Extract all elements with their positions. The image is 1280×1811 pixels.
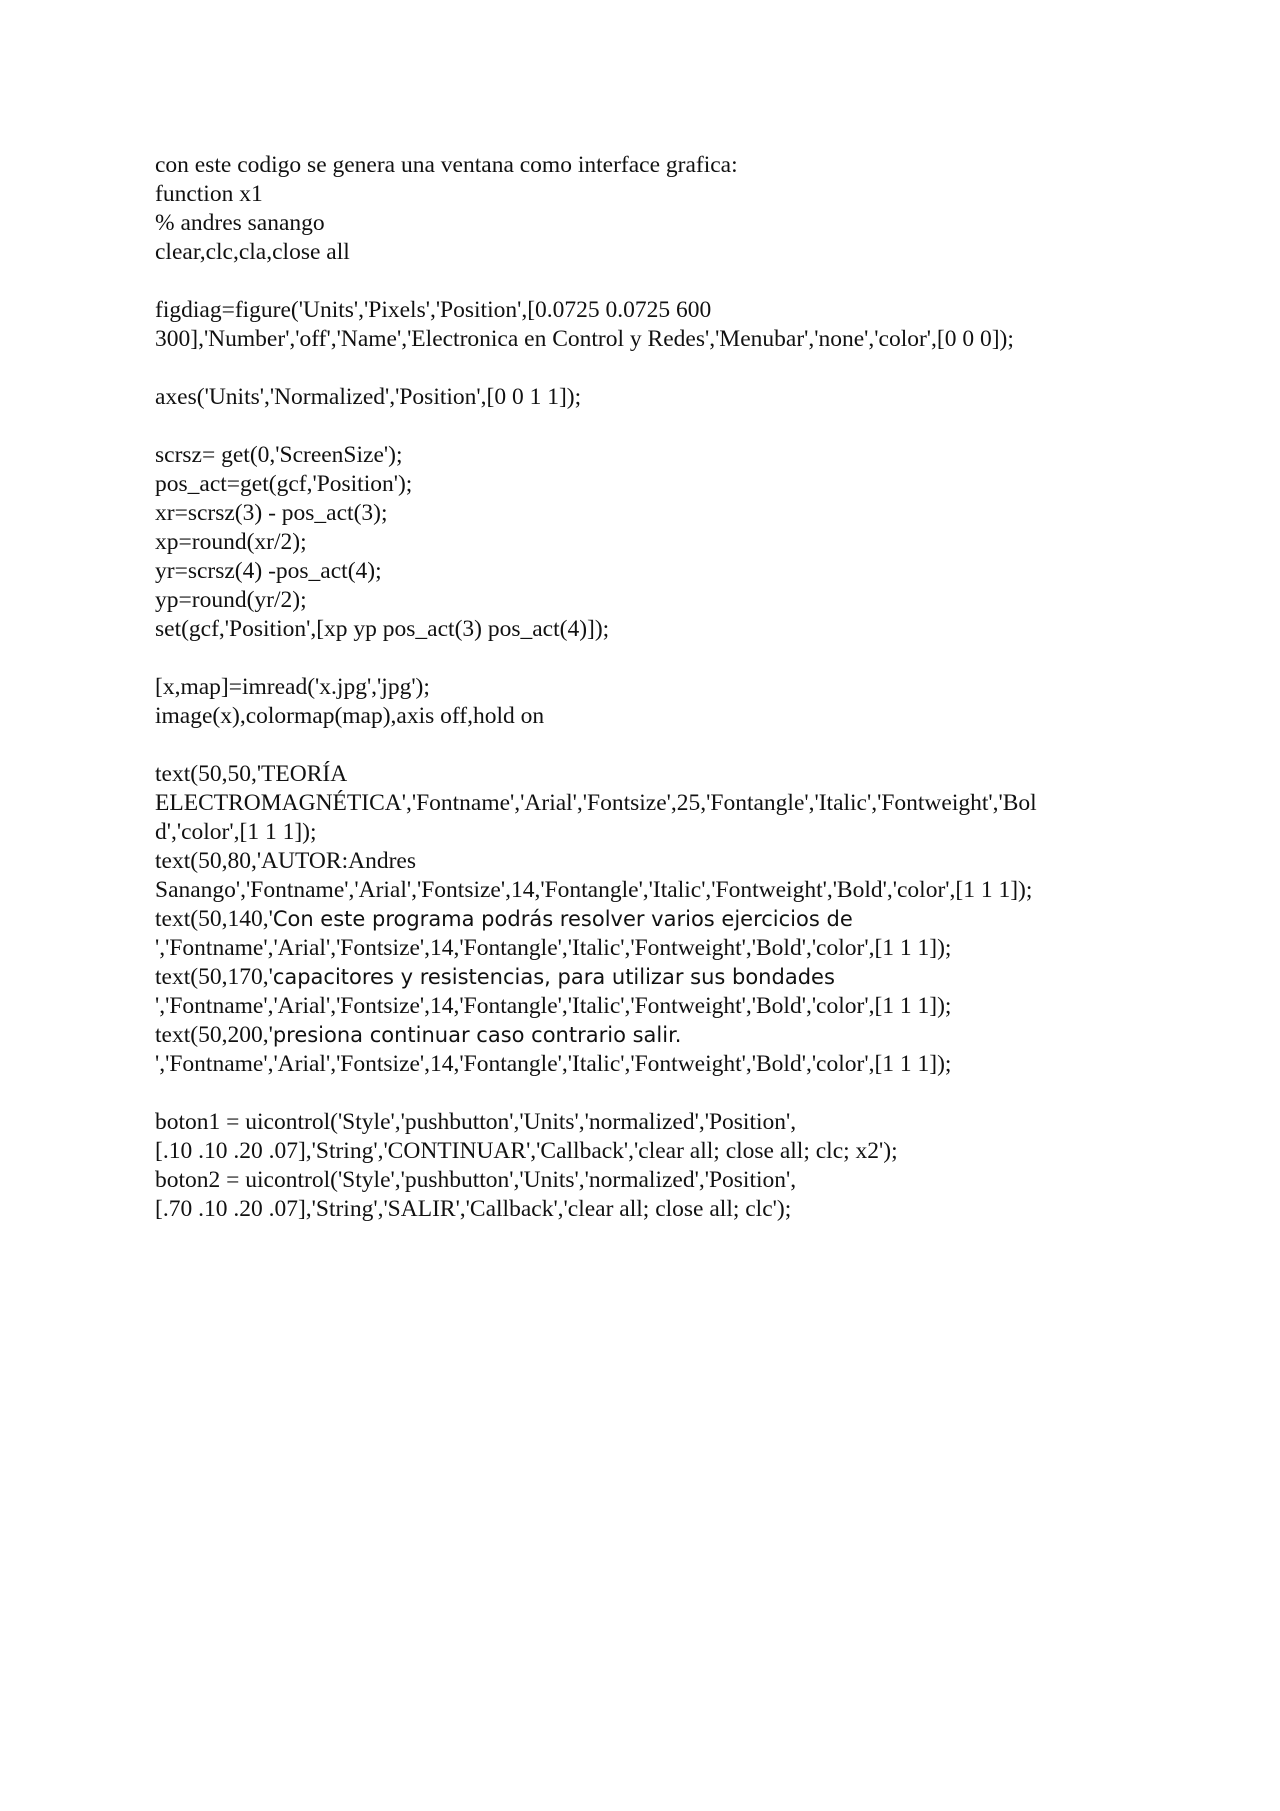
code-rest: ','Fontname','Arial','Fontsize',14,'Fontangle','Italic','Fontweight','Bold','color',[1 1 1]); bbox=[155, 935, 952, 961]
code-line: ELECTROMAGNÉTICA','Fontname','Arial','Fontsize',25,'Fontangle','Italic','Fontweight','Bol bbox=[155, 790, 1037, 816]
code-line: image(x),colormap(map),axis off,hold on bbox=[155, 703, 545, 729]
code-line bbox=[155, 992, 1145, 1021]
code-line: axes('Units','Normalized','Position',[0 0 1 1]); bbox=[155, 384, 582, 410]
code-prefix: text(50,170,' bbox=[155, 964, 273, 990]
code-line: [x,map]=imread('x.jpg','jpg'); bbox=[155, 674, 430, 700]
code-prefix: text(50,200,' bbox=[155, 1022, 273, 1048]
blank-line bbox=[155, 412, 1145, 441]
code-line bbox=[155, 1050, 1145, 1079]
blank-line bbox=[155, 1079, 1145, 1108]
code-line: 300],'Number','off','Name','Electronica en Control y Redes','Menubar','none','color',[0 0 0]); bbox=[155, 326, 1014, 352]
code-rest: ','Fontname','Arial','Fontsize',14,'Fontangle','Italic','Fontweight','Bold','color',[1 1 1]); bbox=[155, 1051, 952, 1077]
code-line: yr=scrsz(4) -pos_act(4); bbox=[155, 558, 382, 584]
code-line: text(50,50,'TEORÍA bbox=[155, 761, 348, 787]
code-line: yp=round(yr/2); bbox=[155, 587, 307, 613]
code-line: d','color',[1 1 1]); bbox=[155, 819, 317, 845]
code-line: function x1 bbox=[155, 181, 263, 207]
string-literal: presiona continuar caso contrario salir. bbox=[272, 1023, 682, 1047]
code-line: scrsz= get(0,'ScreenSize'); bbox=[155, 442, 403, 468]
code-line: boton1 = uicontrol('Style','pushbutton','Units','normalized','Position', bbox=[155, 1109, 797, 1135]
code-prefix: text(50,140,' bbox=[155, 906, 273, 932]
code-line: pos_act=get(gcf,'Position'); bbox=[155, 471, 413, 497]
code-line: clear,clc,cla,close all bbox=[155, 239, 350, 265]
code-line: % andres sanango bbox=[155, 210, 325, 236]
code-line: figdiag=figure('Units','Pixels','Position',[0.0725 0.0725 600 bbox=[155, 297, 712, 323]
blank-line bbox=[155, 644, 1145, 673]
document-body bbox=[155, 151, 1145, 1224]
code-line: [.10 .10 .20 .07],'String','CONTINUAR','Callback','clear all; close all; clc; x2'); bbox=[155, 1138, 898, 1164]
code-line: boton2 = uicontrol('Style','pushbutton','Units','normalized','Position', bbox=[155, 1167, 797, 1193]
code-line bbox=[155, 1021, 1145, 1050]
code-line: text(50,80,'AUTOR:Andres bbox=[155, 848, 416, 874]
string-literal: capacitores y resistencias, para utilizar sus bondades bbox=[272, 965, 835, 989]
code-rest: ','Fontname','Arial','Fontsize',14,'Fontangle','Italic','Fontweight','Bold','color',[1 1 1]); bbox=[155, 993, 952, 1019]
blank-line bbox=[155, 354, 1145, 383]
code-line bbox=[155, 905, 1145, 934]
blank-line bbox=[155, 731, 1145, 760]
code-line: set(gcf,'Position',[xp yp pos_act(3) pos_act(4)]); bbox=[155, 616, 610, 642]
code-line: xp=round(xr/2); bbox=[155, 529, 307, 555]
string-literal: Con este programa podrás resolver varios ejercicios de bbox=[272, 907, 853, 931]
code-line: xr=scrsz(3) - pos_act(3); bbox=[155, 500, 388, 526]
text-line: con este codigo se genera una ventana como interface grafica: bbox=[155, 152, 738, 178]
code-line: [.70 .10 .20 .07],'String','SALIR','Callback','clear all; close all; clc'); bbox=[155, 1196, 792, 1222]
code-line bbox=[155, 934, 1145, 963]
code-line bbox=[155, 963, 1145, 992]
blank-line bbox=[155, 267, 1145, 296]
code-line: Sanango','Fontname','Arial','Fontsize',14,'Fontangle','Italic','Fontweight','Bold','color',[1 1 1]); bbox=[155, 877, 1033, 903]
